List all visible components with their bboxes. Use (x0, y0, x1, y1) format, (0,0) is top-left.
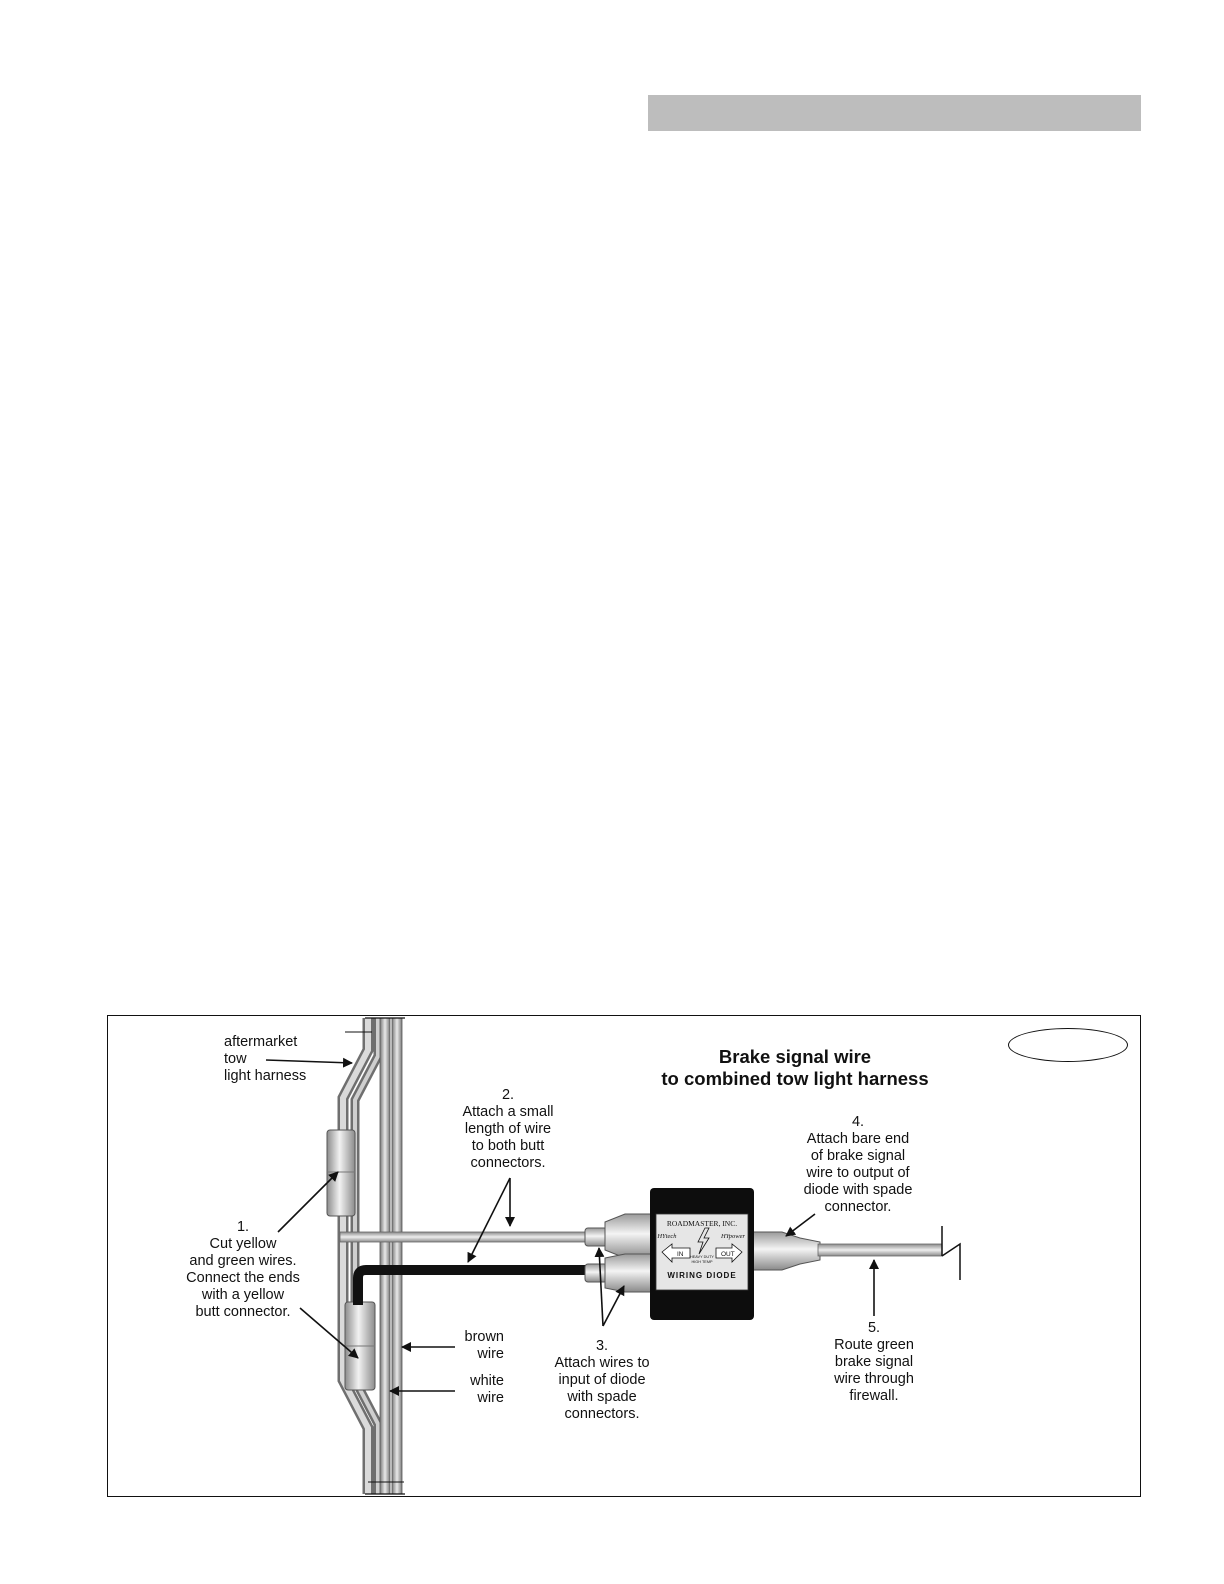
arrow-step3-lower (603, 1286, 624, 1326)
label-step5: 5. Route green brake signal wire through firewall. (834, 1320, 914, 1404)
harness-wires (343, 1018, 405, 1494)
jumper-wire-white (340, 1232, 588, 1242)
label-step4: 4. Attach bare end of brake signal wire to output of diode with spade connector. (803, 1114, 913, 1215)
arrow-step4 (786, 1214, 815, 1236)
spade-connector-output (752, 1232, 820, 1270)
diode-out-label: OUT (721, 1251, 735, 1258)
figure-title (600, 1046, 990, 1090)
figure-title-line2: to combined tow light harness (661, 1068, 929, 1089)
diode-name-text: WIRING DIODE (667, 1271, 737, 1280)
diode-hypower-text: HYpower (721, 1233, 745, 1240)
arrow-step3-upper (599, 1248, 603, 1326)
butt-connector-lower (345, 1302, 375, 1390)
label-step1: 1. Cut yellow and green wires. Connect the ends with a yellow butt connector. (186, 1219, 300, 1320)
diode-brand-text: ROADMASTER, INC. (666, 1219, 738, 1228)
spade-connector-input-lower (585, 1254, 655, 1292)
label-harness: aftermarket tow light harness (224, 1034, 307, 1084)
label-step3: 3. Attach wires to input of diode with spade connectors. (554, 1338, 650, 1422)
harness-wire-brown (392, 1018, 402, 1494)
brake-signal-wire (818, 1226, 960, 1280)
diode-rating-line1: HEAVY DUTY (690, 1255, 714, 1259)
diode-rating-line2: HIGH TEMP (691, 1260, 713, 1264)
butt-connector-upper (327, 1130, 355, 1216)
spade-connector-input-upper (585, 1214, 655, 1258)
label-white-wire: white wire (470, 1373, 504, 1406)
label-brown-wire: brown wire (464, 1329, 504, 1362)
diode-in-label: IN (677, 1251, 684, 1258)
label-step2: 2. Attach a small length of wire to both butt connectors. (462, 1087, 554, 1171)
harness-wire-white (380, 1018, 390, 1494)
figure-title-line1: Brake signal wire (718, 1046, 872, 1067)
wiring-diode (650, 1188, 754, 1320)
arrow-step2-black (468, 1178, 510, 1262)
diode-hytech-text: HYtech (657, 1233, 677, 1240)
